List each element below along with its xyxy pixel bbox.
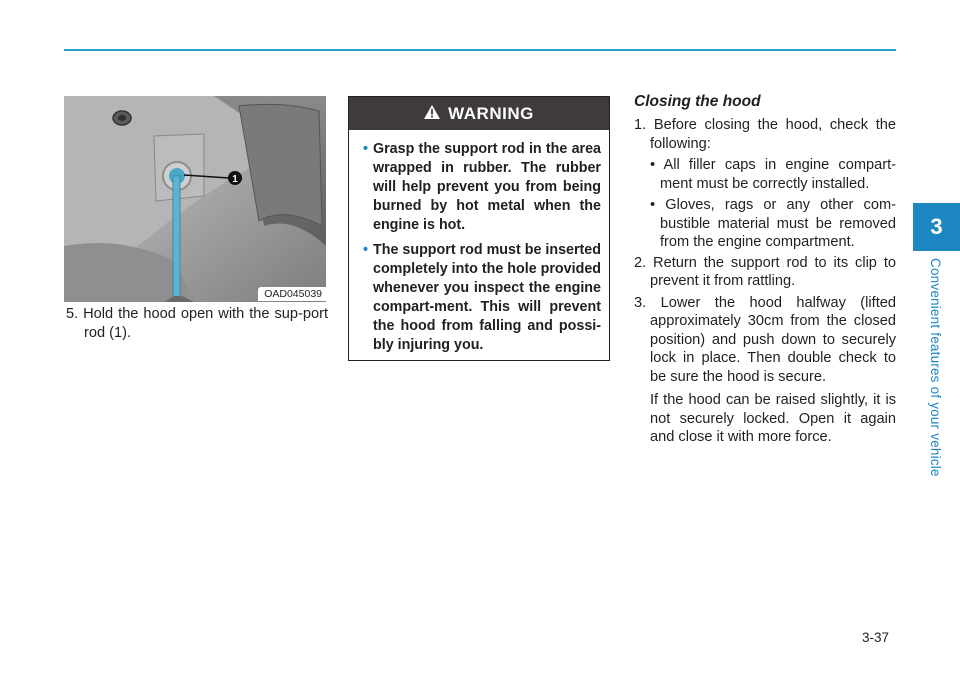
hood-underside-illustration xyxy=(64,96,326,302)
bullet-dot-icon: • xyxy=(363,141,369,157)
photo-caption xyxy=(66,305,328,343)
warning-list xyxy=(349,130,609,355)
chapter-title: Convenient features of your vehicle xyxy=(928,258,943,477)
warning-item xyxy=(363,140,601,235)
step-3-note: If the hood can be raised slightly, it is not securely locked. Open it again and close it with more force. xyxy=(650,392,896,445)
bullet-dot-icon: • xyxy=(363,242,369,258)
chapter-number-tab xyxy=(913,203,960,251)
step-2: 2. Return the support rod to its clip to prevent it from rattling. xyxy=(634,254,896,289)
warning-item-text: Grasp the support rod in the area wrapped in rubber. The rubber will help prevent you from being burned by hot metal when the engine is hot. xyxy=(373,141,601,233)
header-rule xyxy=(64,49,896,51)
image-code-label: OAD045039 xyxy=(258,287,326,301)
step-1-bullet: • All filler caps in engine compart-ment must be correctly installed. xyxy=(650,157,896,192)
step-1: 1. Before closing the hood, check the following: xyxy=(634,117,896,152)
section-title: Closing the hood xyxy=(634,93,761,110)
caption-text: 5. Hold the hood open with the sup-port rod (1). xyxy=(66,306,328,341)
chapter-number: 3 xyxy=(930,214,943,239)
step-3: 3. Lower the hood halfway (lifted approximately 30cm from the closed position) and push down to securely lock in place. Then double check to be sure the hood is secure. xyxy=(634,294,896,385)
warning-box xyxy=(348,96,610,361)
page-number: 3-37 xyxy=(862,630,890,645)
step-1-bullet: • Gloves, rags or any other com-bustible material must be removed from the engine compartment. xyxy=(650,197,896,250)
warning-item xyxy=(363,241,601,355)
warning-title: WARNING xyxy=(448,103,534,123)
warning-triangle-icon xyxy=(424,104,440,124)
warning-header xyxy=(349,97,609,130)
closing-steps xyxy=(634,116,896,447)
warning-item-text: The support rod must be inserted completely into the hole provided whenever you inspect the engine compart-ment. This will prevent the hood from falling and possi-bly injuring you. xyxy=(373,242,601,353)
hood-support-rod-photo xyxy=(64,96,326,302)
callout-number: 1 xyxy=(232,174,238,185)
